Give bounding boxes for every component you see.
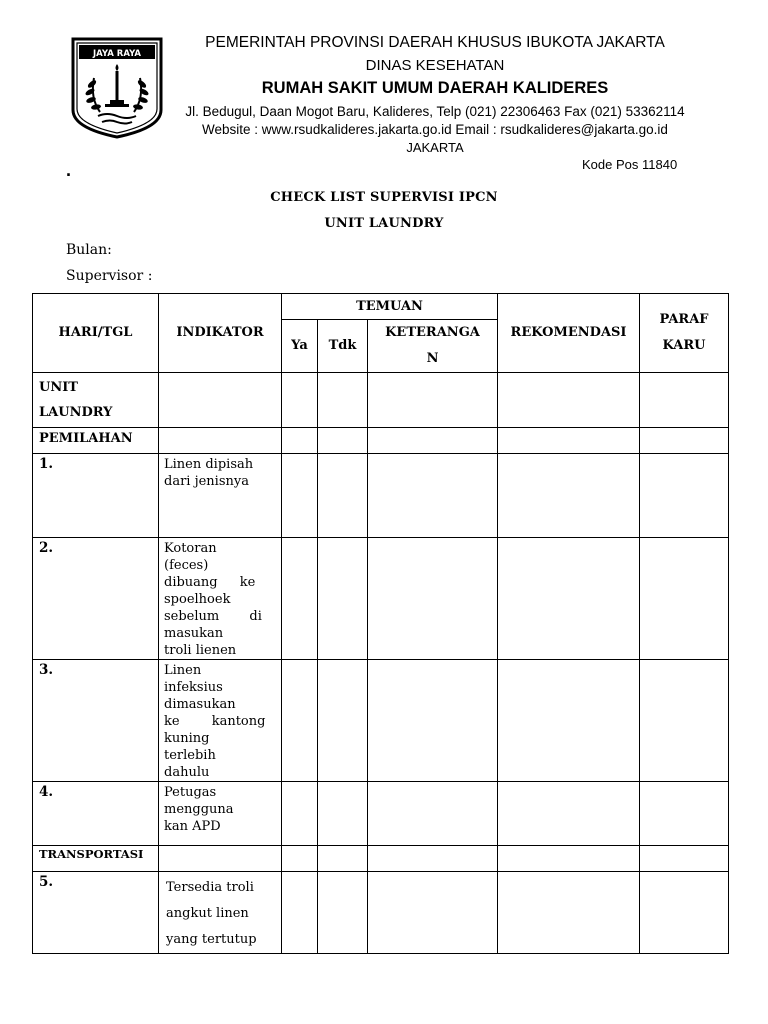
input-cell-indikator[interactable] [159,846,282,872]
indikator-line: Linen dipisah [164,457,254,472]
column-header-temuan: TEMUAN [282,294,498,320]
input-cell-keterangan[interactable] [368,660,498,782]
column-header-paraf-karu [640,294,729,373]
keterangan-label-line1: KETERANGA [385,325,480,340]
table-row [33,454,729,538]
indikator-line: kan APD [164,819,221,834]
input-cell-tdk[interactable] [318,538,368,660]
indikator-line: yang tertutup [166,932,257,947]
input-cell-paraf[interactable] [640,782,729,846]
input-cell-keterangan[interactable] [368,373,498,428]
indikator-line: dimasukan [164,697,236,712]
input-cell-rekomendasi[interactable] [498,782,640,846]
header-department-line: DINAS KESEHATAN [365,57,505,74]
input-cell-paraf[interactable] [640,846,729,872]
input-cell-tdk[interactable] [318,428,368,454]
input-cell-paraf[interactable] [640,538,729,660]
bulan-field-label: Bulan: [66,242,112,258]
indikator-line: Tersedia troli [166,880,254,895]
indikator-line: ke kantong [164,714,266,729]
input-cell-indikator[interactable] [159,428,282,454]
input-cell-tdk[interactable] [318,373,368,428]
indikator-line: dahulu [164,765,210,780]
row-number: 1. [33,454,159,538]
column-header-keterangan [368,320,498,373]
column-header-indikator: INDIKATOR [159,294,282,373]
input-cell-paraf[interactable] [640,454,729,538]
indikator-line: infeksius [164,680,223,695]
input-cell-rekomendasi[interactable] [498,872,640,954]
indikator-line: troli lienen [164,643,237,658]
column-header-hari-tgl: HARI/TGL [33,294,159,373]
input-cell-rekomendasi[interactable] [498,428,640,454]
input-cell-paraf[interactable] [640,373,729,428]
indikator-text [159,872,282,954]
input-cell-ya[interactable] [282,454,318,538]
input-cell-keterangan[interactable] [368,846,498,872]
header-address-line: Jl. Bedugul, Daan Mogot Baru, Kalideres, Telp (021) 22306463 Fax (021) 53362114 [185,104,685,119]
checklist-title: CHECK LIST SUPERVISI IPCN [270,190,498,205]
row-number: 4. [33,782,159,846]
indikator-line: Linen [164,663,202,678]
section-laundry-label: LAUNDRY [39,405,113,420]
input-cell-rekomendasi[interactable] [498,660,640,782]
input-cell-ya[interactable] [282,846,318,872]
input-cell-keterangan[interactable] [368,872,498,954]
jaya-raya-crest-logo [70,36,164,140]
input-cell-rekomendasi[interactable] [498,454,640,538]
table-row [33,782,729,846]
table-row-unit-laundry [33,373,729,428]
indikator-line: spoelhoek [164,592,231,607]
column-header-ya: Ya [282,320,318,373]
section-transportasi: TRANSPORTASI [33,846,159,872]
indikator-line: kuning [164,731,210,746]
input-cell-tdk[interactable] [318,846,368,872]
input-cell-keterangan[interactable] [368,454,498,538]
indikator-text [159,538,282,660]
input-cell-keterangan[interactable] [368,428,498,454]
karu-label: KARU [662,338,706,353]
input-cell-tdk[interactable] [318,660,368,782]
header-city-line: JAKARTA [406,140,464,155]
indikator-line: angkut linen [166,906,249,921]
checklist-subtitle: UNIT LAUNDRY [324,216,444,231]
input-cell-paraf[interactable] [640,660,729,782]
table-row [33,538,729,660]
input-cell-paraf[interactable] [640,428,729,454]
indikator-text [159,660,282,782]
indikator-line: Kotoran [164,541,217,556]
indikator-line: masukan [164,626,224,641]
input-cell-ya[interactable] [282,428,318,454]
input-cell-rekomendasi[interactable] [498,846,640,872]
indikator-text [159,454,282,538]
indikator-text [159,782,282,846]
input-cell-paraf[interactable] [640,872,729,954]
section-unit-laundry [33,373,159,428]
indikator-line: dari jenisnya [164,474,249,489]
section-pemilahan: PEMILAHAN [33,428,159,454]
input-cell-ya[interactable] [282,373,318,428]
indikator-line: mengguna [164,802,234,817]
checklist-table [32,293,729,954]
input-cell-tdk[interactable] [318,454,368,538]
indikator-line: sebelum di [164,609,262,624]
input-cell-keterangan[interactable] [368,782,498,846]
input-cell-indikator[interactable] [159,373,282,428]
indikator-line: dibuang ke [164,575,256,590]
paraf-label: PARAF [659,312,709,327]
table-row-transportasi [33,846,729,872]
input-cell-tdk[interactable] [318,872,368,954]
input-cell-tdk[interactable] [318,782,368,846]
indikator-line: terlebih [164,748,216,763]
row-number: 5. [33,872,159,954]
table-row [33,660,729,782]
section-unit-label: UNIT [39,380,78,395]
supervisor-field-label: Supervisor : [66,268,153,284]
indikator-line: (feces) [164,558,209,573]
header-hospital-name: RUMAH SAKIT UMUM DAERAH KALIDERES [261,79,609,97]
table-row [33,872,729,954]
input-cell-ya[interactable] [282,872,318,954]
column-header-rekomendasi: REKOMENDASI [498,294,640,373]
table-header-row [33,294,729,320]
input-cell-rekomendasi[interactable] [498,373,640,428]
header-postal-code: Kode Pos 11840 [582,157,678,172]
input-cell-rekomendasi[interactable] [498,538,640,660]
row-number: 3. [33,660,159,782]
input-cell-ya[interactable] [282,660,318,782]
header-government-line: PEMERINTAH PROVINSI DAERAH KHUSUS IBUKOTA JAKARTA [205,34,665,51]
table-row-pemilahan [33,428,729,454]
keterangan-label-line2: N [426,351,439,366]
row-number: 2. [33,538,159,660]
column-header-tdk: Tdk [318,320,368,373]
indikator-line: Petugas [164,785,217,800]
input-cell-ya[interactable] [282,782,318,846]
logo-text: JAYA RAYA [92,49,142,59]
header-website-email-line: Website : www.rsudkalideres.jakarta.go.id Email : rsudkalideres@jakarta.go.id [202,122,668,137]
input-cell-ya[interactable] [282,538,318,660]
stray-dot: . [66,160,72,180]
input-cell-keterangan[interactable] [368,538,498,660]
